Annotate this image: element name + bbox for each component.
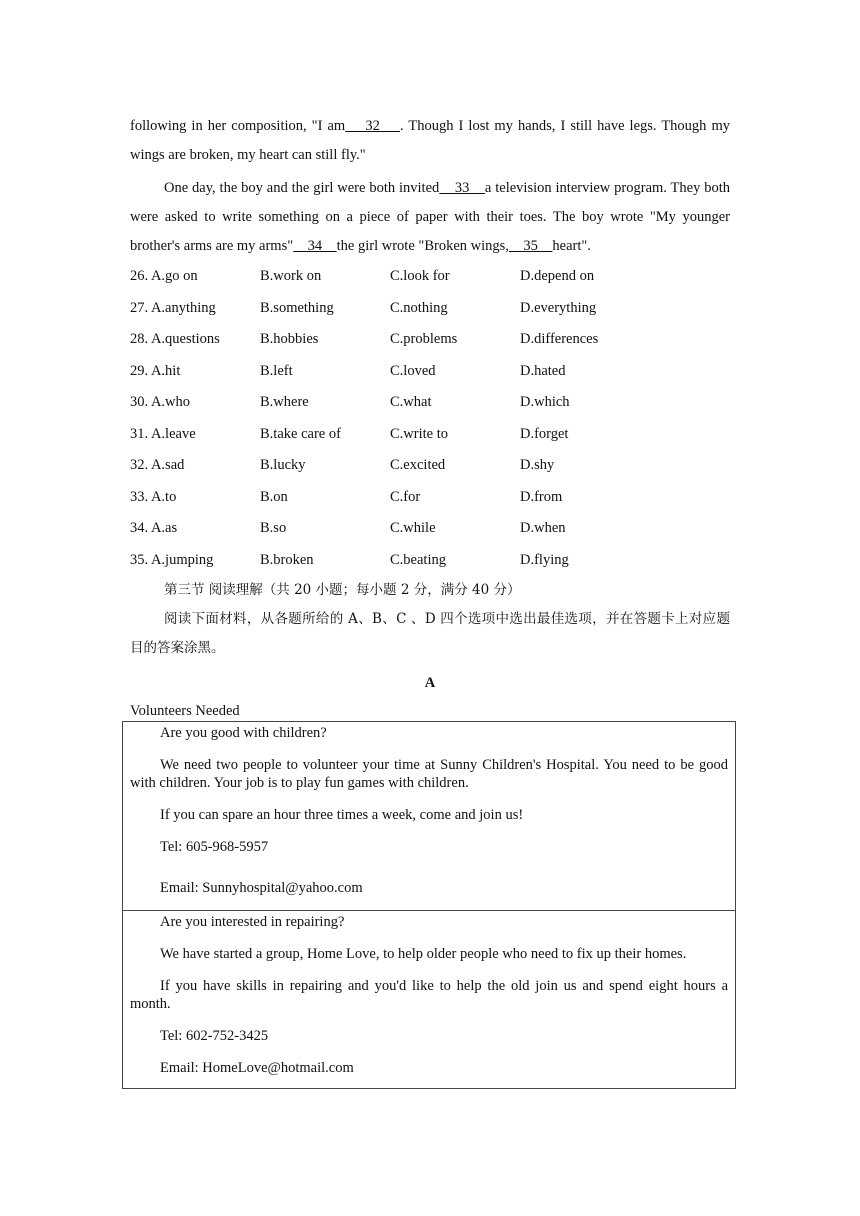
ad-paragraph: If you can spare an hour three times a week, come and join us! xyxy=(160,807,524,823)
text: One day, the boy and the girl were both invited xyxy=(164,180,440,196)
option-c: C.excited xyxy=(390,457,446,474)
option-d: D.depend on xyxy=(520,268,595,285)
blank-34: 34 xyxy=(293,238,337,254)
ad-paragraph: If you have skills in repairing and you'd like to help the old join us and spend eight hours a month. xyxy=(130,978,728,1012)
option-c: C.for xyxy=(390,488,421,505)
option-a: 34. A.as xyxy=(130,520,178,537)
option-row xyxy=(130,419,730,451)
text: following in her composition, "I am xyxy=(130,118,346,134)
option-b: B.left xyxy=(260,362,293,379)
option-d: D.differences xyxy=(520,331,599,348)
option-a: 27. A.anything xyxy=(130,299,216,316)
option-row xyxy=(130,293,730,325)
option-row xyxy=(130,545,730,577)
ad-email: Email: Sunnyhospital@yahoo.com xyxy=(160,880,363,896)
option-a: 31. A.leave xyxy=(130,425,196,442)
option-a: 30. A.who xyxy=(130,394,191,411)
option-row xyxy=(130,261,730,293)
option-b: B.work on xyxy=(260,268,322,285)
option-c: C.beating xyxy=(390,551,446,568)
ad-tel: Tel: 602-752-3425 xyxy=(160,1028,269,1044)
option-d: D.which xyxy=(520,394,570,411)
section-heading: 第三节 阅读理解（共 20 小题；每小题 2 分，满分 40 分） xyxy=(164,582,521,598)
option-row xyxy=(130,482,730,514)
ad-question: Are you interested in repairing? xyxy=(160,914,345,930)
ad-paragraph: We have started a group, Home Love, to help older people who need to fix up their homes. xyxy=(160,946,687,962)
text: . Though I lost my hands, I still have legs. Though my wings are broken, my heart can still fly." xyxy=(130,118,730,163)
option-b: B.on xyxy=(260,488,288,505)
option-row xyxy=(130,387,730,419)
ad-box-homelove xyxy=(122,910,736,1089)
text: heart". xyxy=(552,238,591,254)
option-d: D.when xyxy=(520,520,566,537)
option-d: D.from xyxy=(520,488,563,505)
blank-32: 32 xyxy=(345,118,400,134)
option-d: D.hated xyxy=(520,362,566,379)
option-a: 26. A.go on xyxy=(130,268,198,285)
blank-33: 33 xyxy=(439,180,485,196)
option-d: D.shy xyxy=(520,457,555,474)
ad-paragraph: We need two people to volunteer your time at Sunny Children's Hospital. You need to be good with children. Your job is to play fun games with children. xyxy=(130,757,728,791)
page xyxy=(130,112,730,725)
ad-email: Email: HomeLove@hotmail.com xyxy=(160,1060,354,1076)
option-c: C.look for xyxy=(390,268,450,285)
option-a: 28. A.questions xyxy=(130,331,220,348)
text: a television interview program. They both were asked to write something on a piece of paper with their toes. The boy wrote "My younger brother's arms are my arms" xyxy=(130,180,731,254)
option-b: B.broken xyxy=(260,551,314,568)
option-row xyxy=(130,450,730,482)
ad-box-hospital xyxy=(122,721,736,911)
option-b: B.take care of xyxy=(260,425,341,442)
option-c: C.problems xyxy=(390,331,458,348)
option-d: D.forget xyxy=(520,425,569,442)
option-b: B.lucky xyxy=(260,457,306,474)
option-a: 29. A.hit xyxy=(130,362,181,379)
option-row xyxy=(130,356,730,388)
ad-question: Are you good with children? xyxy=(160,725,327,741)
option-c: C.nothing xyxy=(390,299,448,316)
option-d: D.flying xyxy=(520,551,569,568)
passage-paragraph-2 xyxy=(130,174,730,261)
option-row xyxy=(130,513,730,545)
option-c: C.write to xyxy=(390,425,448,442)
blank-35: 35 xyxy=(508,238,553,254)
option-a: 35. A.jumping xyxy=(130,551,214,568)
option-a: 32. A.sad xyxy=(130,457,185,474)
option-b: B.where xyxy=(260,394,309,411)
options-list xyxy=(130,261,730,576)
option-c: C.what xyxy=(390,394,432,411)
option-b: B.so xyxy=(260,520,287,537)
option-row xyxy=(130,324,730,356)
option-c: C.while xyxy=(390,520,436,537)
passage-label: A xyxy=(424,675,436,691)
option-d: D.everything xyxy=(520,299,597,316)
option-c: C.loved xyxy=(390,362,436,379)
option-b: B.hobbies xyxy=(260,331,319,348)
ad-tel: Tel: 605-968-5957 xyxy=(160,839,269,855)
passage-paragraph-1 xyxy=(130,112,730,170)
option-a: 33. A.to xyxy=(130,488,177,505)
option-b: B.something xyxy=(260,299,334,316)
passage-title: Volunteers Needed xyxy=(130,703,240,719)
text: the girl wrote "Broken wings, xyxy=(336,238,509,254)
section-instruction: 阅读下面材料，从各题所给的 A、B、C 、D 四个选项中选出最佳选项，并在答题卡上对应题目的答案涂黑。 xyxy=(130,611,730,656)
